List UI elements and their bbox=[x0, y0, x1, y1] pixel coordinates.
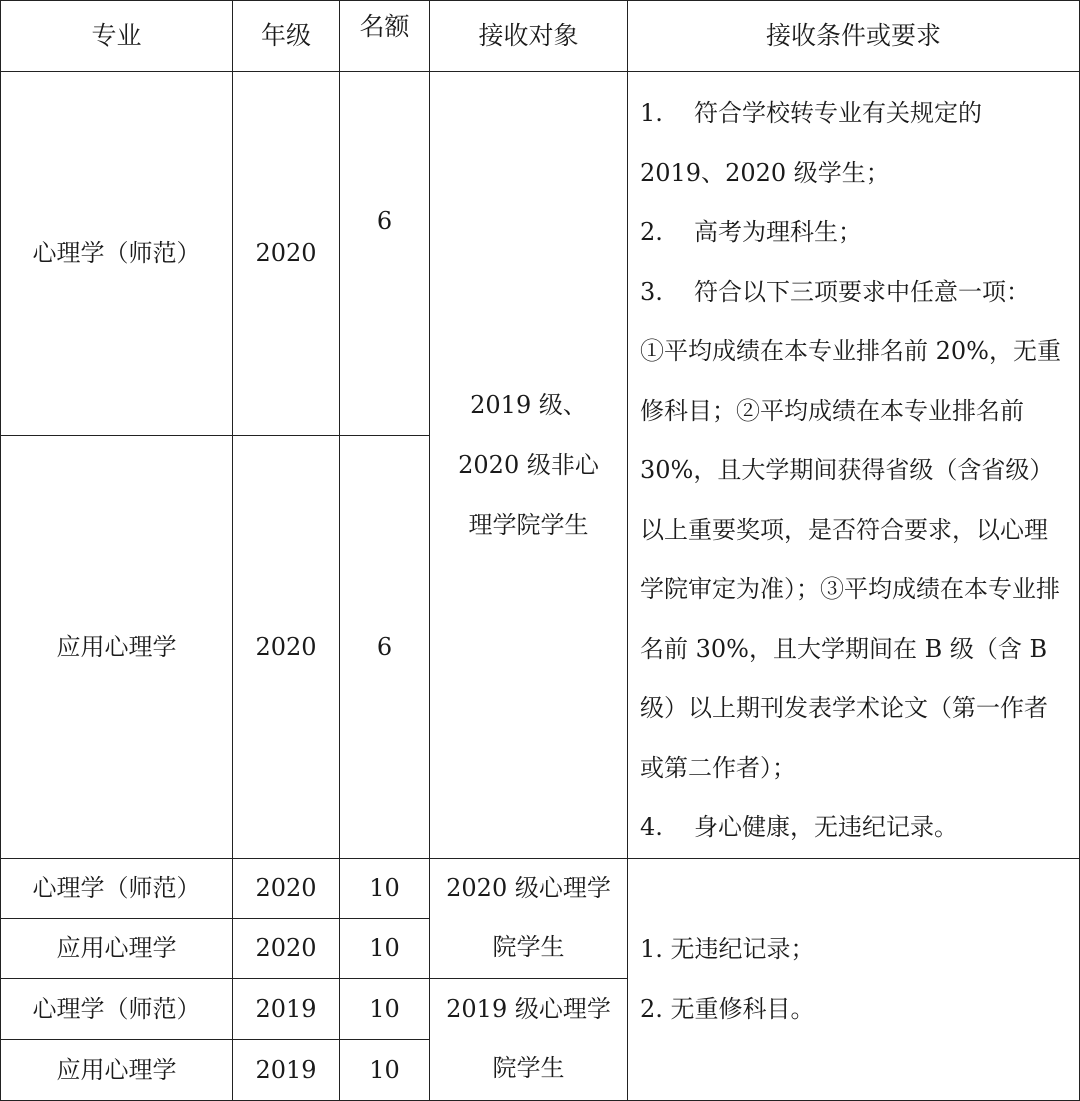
major-cell: 心理学（师范） bbox=[1, 858, 233, 918]
requirement-item-3: 3. 符合以下三项要求中任意一项： bbox=[640, 277, 1030, 306]
requirement-item-1-cont: 2019、2020 级学生； bbox=[640, 158, 890, 187]
requirements-cell-psych bbox=[628, 858, 1080, 1100]
major-cell: 应用心理学 bbox=[1, 435, 233, 858]
grade-cell: 2020 bbox=[233, 858, 340, 918]
requirement-item-1: 1. 符合学校转专业有关规定的 bbox=[640, 99, 982, 127]
quota-cell bbox=[340, 72, 430, 436]
grade-cell: 2020 bbox=[233, 918, 340, 978]
target-cell-non-psych: 2019 级、2020 级非心理学院学生 bbox=[430, 72, 628, 859]
grade-cell: 2020 bbox=[233, 435, 340, 858]
target-cell-2019: 2019 级心理学院学生 bbox=[430, 978, 628, 1100]
header-major: 专业 bbox=[1, 1, 233, 72]
header-quota: 名额 bbox=[340, 1, 430, 72]
quota-cell: 10 bbox=[340, 1039, 430, 1100]
table-row bbox=[1, 858, 1080, 918]
quota-value: 6 bbox=[376, 207, 393, 235]
header-grade: 年级 bbox=[233, 1, 340, 72]
table-header-row bbox=[1, 1, 1080, 72]
requirement-item-2: 2. 高考为理科生； bbox=[640, 218, 862, 246]
major-cell: 心理学（师范） bbox=[1, 72, 233, 436]
header-requirements: 接收条件或要求 bbox=[628, 1, 1080, 72]
requirement-line-1: 1. 无违纪记录； bbox=[640, 935, 815, 963]
quota-cell: 10 bbox=[340, 858, 430, 918]
target-cell-2020: 2020 级心理学院学生 bbox=[430, 858, 628, 978]
requirement-item-3-detail: ①平均成绩在本专业排名前 20%，无重修科目；②平均成绩在本专业排名前 30%，且大学期间获得省级（含省级）以上重要奖项，是否符合要求，以心理学院审定为准）；③平均成绩在本专业排名前 30%，且大学期间在 B 级（含 B 级）以上期刊发表学术论文（第一作者或第二作者）； bbox=[640, 337, 1061, 782]
major-cell: 应用心理学 bbox=[1, 1039, 233, 1100]
grade-cell: 2019 bbox=[233, 1039, 340, 1100]
major-cell: 心理学（师范） bbox=[1, 978, 233, 1039]
table-row bbox=[1, 72, 1080, 436]
major-cell: 应用心理学 bbox=[1, 918, 233, 978]
requirements-cell bbox=[628, 72, 1080, 859]
quota-cell: 10 bbox=[340, 978, 430, 1039]
quota-cell: 10 bbox=[340, 918, 430, 978]
grade-cell: 2019 bbox=[233, 978, 340, 1039]
quota-cell: 6 bbox=[340, 435, 430, 858]
requirement-item-4: 4. 身心健康，无违纪记录。 bbox=[640, 813, 958, 841]
requirement-line-2: 2. 无重修科目。 bbox=[640, 995, 815, 1023]
grade-cell: 2020 bbox=[233, 72, 340, 436]
header-target: 接收对象 bbox=[430, 1, 628, 72]
